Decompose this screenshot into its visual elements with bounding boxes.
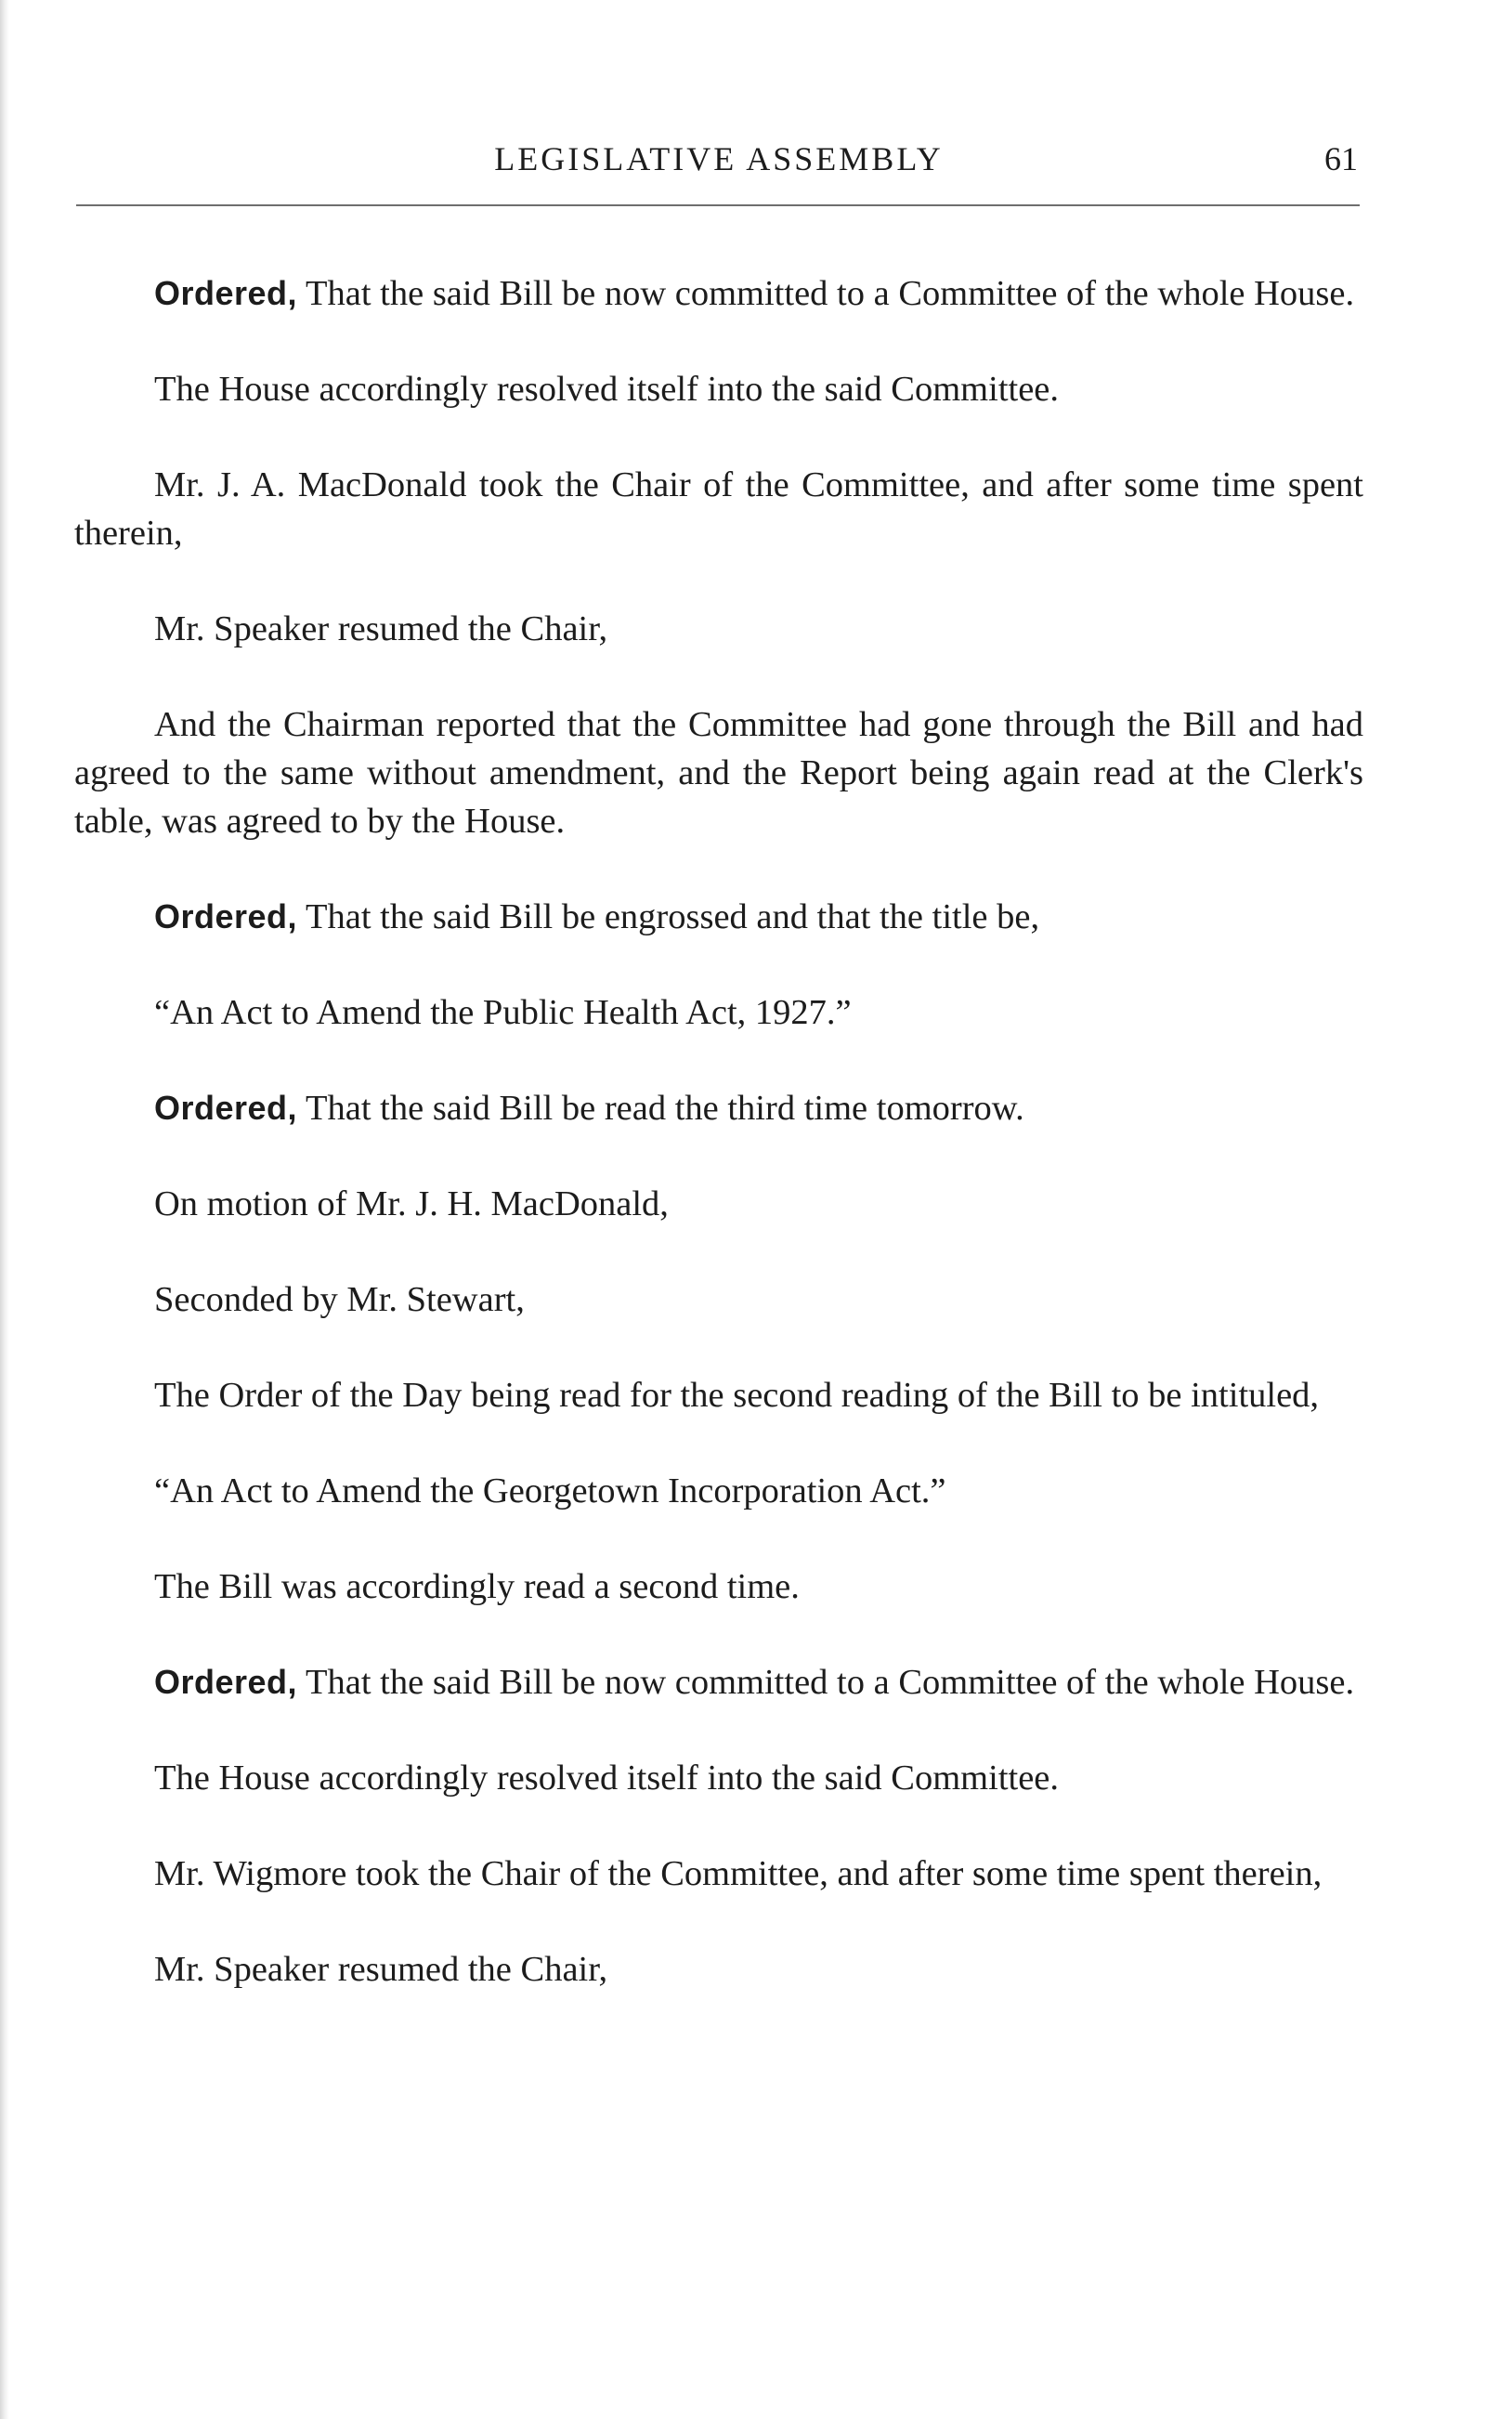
paragraph-text: Mr. Wigmore took the Chair of the Committee, and after some time spent therein, [154, 1854, 1323, 1893]
paragraph-text: That the said Bill be read the third time tomorrow. [305, 1089, 1024, 1128]
paragraph [74, 1945, 1363, 1994]
paragraph [74, 1371, 1363, 1419]
paragraph-text: The House accordingly resolved itself into the said Committee. [154, 370, 1060, 409]
paragraph-text: The House accordingly resolved itself into the said Committee. [154, 1759, 1060, 1798]
paragraph [74, 269, 1363, 318]
paragraph [74, 1180, 1363, 1228]
paragraph [74, 1084, 1363, 1132]
paragraph-lead: Ordered, [154, 1089, 298, 1127]
paragraph-text: On motion of Mr. J. H. MacDonald, [154, 1184, 669, 1223]
paragraph [74, 988, 1363, 1037]
journal-body [74, 269, 1363, 1994]
header-rule [76, 204, 1360, 206]
paragraph [74, 1754, 1363, 1802]
paragraph-text: The Order of the Day being read for the second reading of the Bill to be intituled, [154, 1376, 1320, 1415]
page-number: 61 [1324, 140, 1358, 177]
paragraph [74, 1850, 1363, 1898]
scan-edge-shading [0, 0, 9, 2419]
paragraph-text: Mr. J. A. MacDonald took the Chair of the Committee, and after some time spent therein, [74, 465, 1363, 553]
paragraph-text: That the said Bill be now committed to a Committee of the whole House. [305, 274, 1355, 313]
paragraph [74, 605, 1363, 653]
running-header [74, 139, 1363, 186]
paragraph [74, 1658, 1363, 1706]
paragraph [74, 1467, 1363, 1515]
running-title: LEGISLATIVE ASSEMBLY [494, 140, 944, 177]
paragraph [74, 893, 1363, 941]
paragraph-lead: Ordered, [154, 897, 298, 935]
paragraph-text: Seconded by Mr. Stewart, [154, 1280, 525, 1319]
paragraph-lead: Ordered, [154, 1663, 298, 1701]
paragraph [74, 1563, 1363, 1611]
paragraph [74, 461, 1363, 557]
paragraph [74, 700, 1363, 845]
paragraph-text: “An Act to Amend the Georgetown Incorporation Act.” [154, 1471, 946, 1510]
paragraph-lead: Ordered, [154, 274, 298, 312]
paragraph-text: That the said Bill be now committed to a Committee of the whole House. [305, 1663, 1355, 1702]
paragraph [74, 1275, 1363, 1324]
paragraph-text: Mr. Speaker resumed the Chair, [154, 609, 608, 648]
paragraph-text: The Bill was accordingly read a second time. [154, 1567, 800, 1606]
paragraph-text: Mr. Speaker resumed the Chair, [154, 1950, 608, 1989]
paragraph-text: And the Chairman reported that the Committee had gone through the Bill and had agreed to the same without amendment, and the Report being again read at the Clerk's table, was agreed to by the House. [74, 705, 1363, 841]
paragraph [74, 365, 1363, 413]
paragraph-text: “An Act to Amend the Public Health Act, 1927.” [154, 993, 852, 1032]
paragraph-text: That the said Bill be engrossed and that the title be, [305, 897, 1040, 936]
